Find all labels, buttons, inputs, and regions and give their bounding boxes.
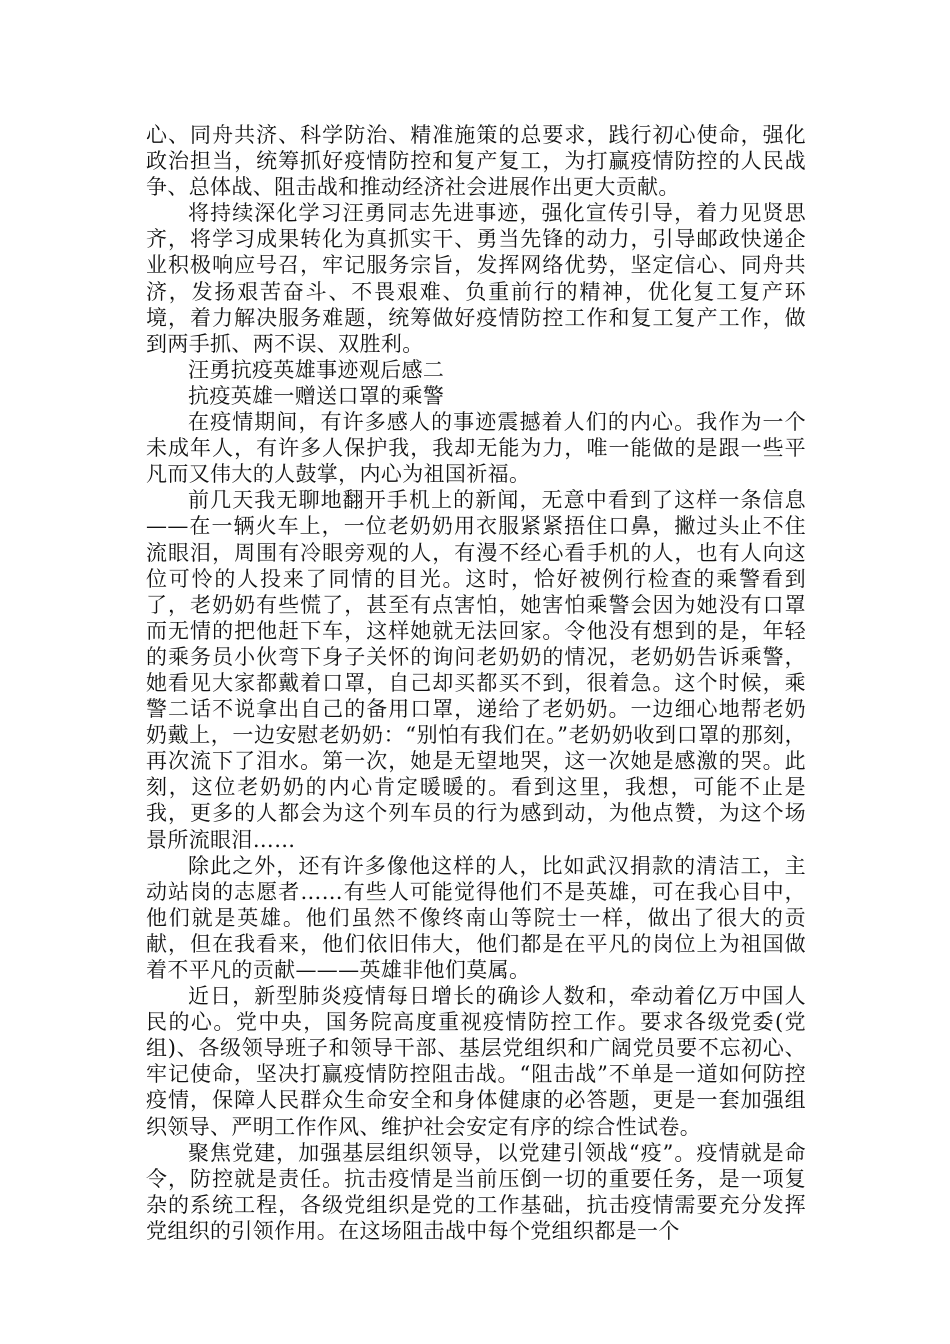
paragraph-1: 心、同舟共济、科学防治、精准施策的总要求，践行初心使命，强化政治担当，统筹抓好疫情防控和复产复工，为打赢疫情防控的人民战争、总体战、阻击战和推动经济社会进展作出更大贡献。 [146,123,806,200]
paragraph-6: 近日，新型肺炎疫情每日增长的确诊人数和，牵动着亿万中国人民的心。党中央，国务院高度重视疫情防控工作。要求各级党委(党组)、各级领导班子和领导干部、基层党组织和广阔党员要不忘初心、牢记使命，坚决打赢疫情防控阻击战。“阻击战”不单是一道如何防控疫情，保障人民群众生命安全和身体健康的必答题，更是一套加强组织领导、严明工作作风、维护社会安定有序的综合性试卷。 [146,984,806,1139]
paragraph-3: 在疫情期间，有许多感人的事迹震撼着人们的内心。我作为一个未成年人，有许多人保护我，我却无能为力，唯一能做的是跟一些平凡而又伟大的人鼓掌，内心为祖国祈福。 [146,410,806,487]
section-heading-subtitle: 抗疫英雄一赠送口罩的乘警 [188,383,445,408]
paragraph-2: 将持续深化学习汪勇同志先进事迹，强化宣传引导，着力见贤思齐，将学习成果转化为真抓实干、勇当先锋的动力，引导邮政快递企业积极响应号召，牢记服务宗旨，发挥网络优势，坚定信心、同舟共济，发扬艰苦奋斗、不畏艰难、负重前行的精神，优化复工复产环境，着力解决服务难题，统筹做好疫情防控工作和复工复产工作，做到两手抓、两不误、双胜利。 [146,201,806,356]
paragraph-7: 聚焦党建，加强基层组织领导，以党建引领战“疫”。疫情就是命令，防控就是责任。抗击疫情是当前压倒一切的重要任务，是一项复杂的系统工程，各级党组织是党的工作基础，抗击疫情需要充分发挥党组织的引领作用。在这场阻击战中每个党组织都是一个 [146,1140,806,1243]
section-heading-title: 汪勇抗疫英雄事迹观后感二 [188,357,445,382]
document-page [146,122,806,1244]
paragraph-4: 前几天我无聊地翻开手机上的新闻，无意中看到了这样一条信息——在一辆火车上，一位老奶奶用衣服紧紧捂住口鼻，撇过头止不住流眼泪，周围有冷眼旁观的人，有漫不经心看手机的人，也有人向这位可怜的人投来了同情的目光。这时，恰好被例行检查的乘警看到了，老奶奶有些慌了，甚至有点害怕，她害怕乘警会因为她没有口罩而无情的把他赶下车，这样她就无法回家。令他没有想到的是，年轻的乘务员小伙弯下身子关怀的询问老奶奶的情况，老奶奶告诉乘警，她看见大家都戴着口罩，自己却买都买不到，很着急。这个时候，乘警二话不说拿出自己的备用口罩，递给了老奶奶。一边细心地帮老奶奶戴上，一边安慰老奶奶：“别怕有我们在。”老奶奶收到口罩的那刻，再次流下了泪水。第一次，她是无望地哭，这一次她是感激的哭。此刻，这位老奶奶的内心肯定暖暖的。看到这里，我想，可能不止是我，更多的人都会为这个列车员的行为感到动，为他点赞，为这个场景所流眼泪…… [146,488,806,852]
paragraph-5: 除此之外，还有许多像他这样的人，比如武汉捐款的清洁工，主动站岗的志愿者……有些人可能觉得他们不是英雄，可在我心目中，他们就是英雄。他们虽然不像终南山等院士一样，做出了很大的贡献，但在我看来，他们依旧伟大，他们都是在平凡的岗位上为祖国做着不平凡的贡献———英雄非他们莫属。 [146,853,806,982]
